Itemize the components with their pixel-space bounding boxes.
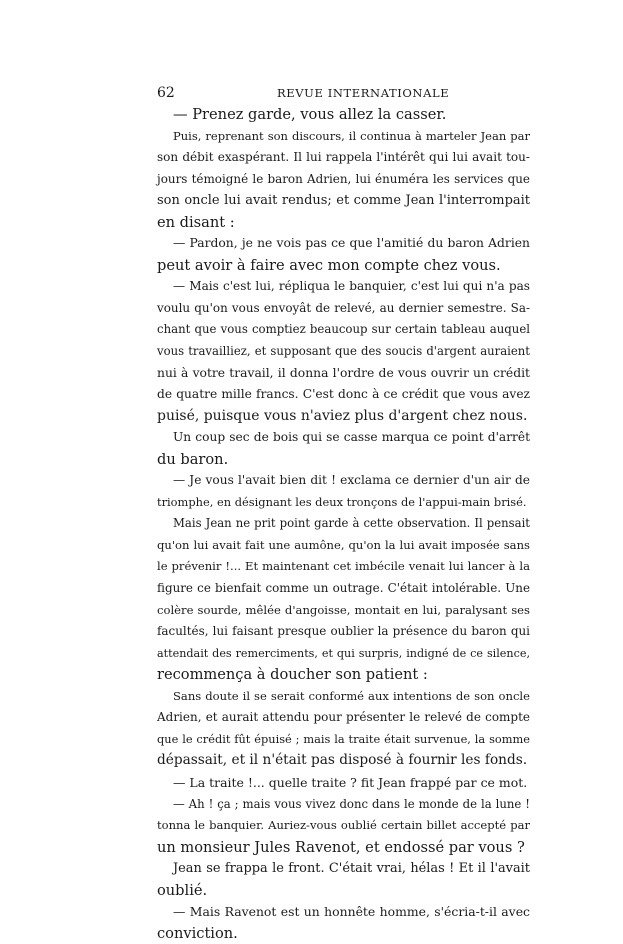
text-line: recommença à doucher son patient : <box>157 666 428 684</box>
text-line: de quatre mille francs. C'est donc à ce crédit que vous avez <box>157 387 530 402</box>
text-line: oublié. <box>157 881 208 899</box>
text-line: peut avoir à faire avec mon compte chez vous. <box>157 256 501 274</box>
text-line: Puis, reprenant son discours, il continua à marteler Jean par <box>173 128 530 143</box>
text-line: tonna le banquier. Auriez-vous oublié certain billet accepté par <box>157 818 530 833</box>
text-line: dépassait, et il n'était pas disposé à fournir les fonds. <box>157 752 528 769</box>
text-line: son oncle lui avait rendus; et comme Jean l'interrompait <box>157 193 530 209</box>
body-text <box>157 104 530 944</box>
page-header <box>157 84 472 102</box>
text-line: attendait des remerciments, et qui surpris, indigné de ce silence, <box>157 646 530 660</box>
text-line: puisé, puisque vous n'aviez plus d'argent chez nous. <box>157 407 528 424</box>
text-line: figure ce bienfait comme un outrage. C'était intolérable. Une <box>157 581 530 596</box>
text-line: conviction. <box>157 924 238 942</box>
text-line: colère sourde, mêlée d'angoisse, montait en lui, paralysant ses <box>157 602 530 617</box>
text-line: un monsieur Jules Ravenot, et endossé par vous ? <box>157 838 525 856</box>
text-line: — Je vous l'avait bien dit ! exclama ce dernier d'un air de <box>173 473 530 488</box>
text-line: voulu qu'on vous envoyât de relevé, au dernier semestre. Sa- <box>157 300 530 315</box>
page-number: 62 <box>157 85 175 101</box>
text-line: chant que vous comptiez beaucoup sur certain tableau auquel <box>157 322 530 337</box>
text-line: le prévenir !... Et maintenant cet imbécile venait lui lancer à la <box>157 559 530 574</box>
text-line: son débit exaspérant. Il lui rappela l'intérêt qui lui avait tou- <box>157 150 530 165</box>
text-line: qu'on lui avait fait une aumône, qu'on la lui avait imposée sans <box>157 537 530 552</box>
text-line: — Ah ! ça ; mais vous vivez donc dans le monde de la lune ! <box>173 796 530 811</box>
text-line: jours témoigné le baron Adrien, lui énuméra les services que <box>157 171 530 186</box>
text-line: Mais Jean ne prit point garde à cette observation. Il pensait <box>173 516 530 531</box>
text-line: — Mais Ravenot est un honnête homme, s'écria-t-il avec <box>173 904 530 920</box>
text-line: triomphe, en désignant les deux tronçons de l'appui-main brisé. <box>157 494 527 509</box>
text-line: que le crédit fût épuisé ; mais la traite était survenue, la somme <box>157 731 530 746</box>
text-line: — Mais c'est lui, répliqua le banquier, c'est lui qui n'a pas <box>173 279 530 294</box>
text-line: — La traite !... quelle traite ? fit Jean frappé par ce mot. <box>173 774 528 790</box>
text-line: — Prenez garde, vous allez la casser. <box>173 106 447 123</box>
text-line: Jean se frappa le front. C'était vrai, hélas ! Et il l'avait <box>173 861 530 877</box>
text-line: nui à votre travail, il donna l'ordre de vous ouvrir un crédit <box>157 365 530 380</box>
text-line: Un coup sec de bois qui se casse marqua ce point d'arrêt <box>173 430 530 445</box>
text-line: Sans doute il se serait conformé aux intentions de son oncle <box>173 688 530 703</box>
running-title: REVUE INTERNATIONALE <box>277 86 450 100</box>
text-line: — Pardon, je ne vois pas ce que l'amitié du baron Adrien <box>173 236 530 251</box>
text-line: Adrien, et aurait attendu pour présenter le relevé de compte <box>157 710 530 725</box>
text-line: facultés, lui faisant presque oublier la présence du baron qui <box>157 624 530 639</box>
text-line: en disant : <box>157 213 235 231</box>
text-line: du baron. <box>157 450 229 468</box>
text-line: vous travailliez, et supposant que des soucis d'argent auraient <box>157 344 530 359</box>
